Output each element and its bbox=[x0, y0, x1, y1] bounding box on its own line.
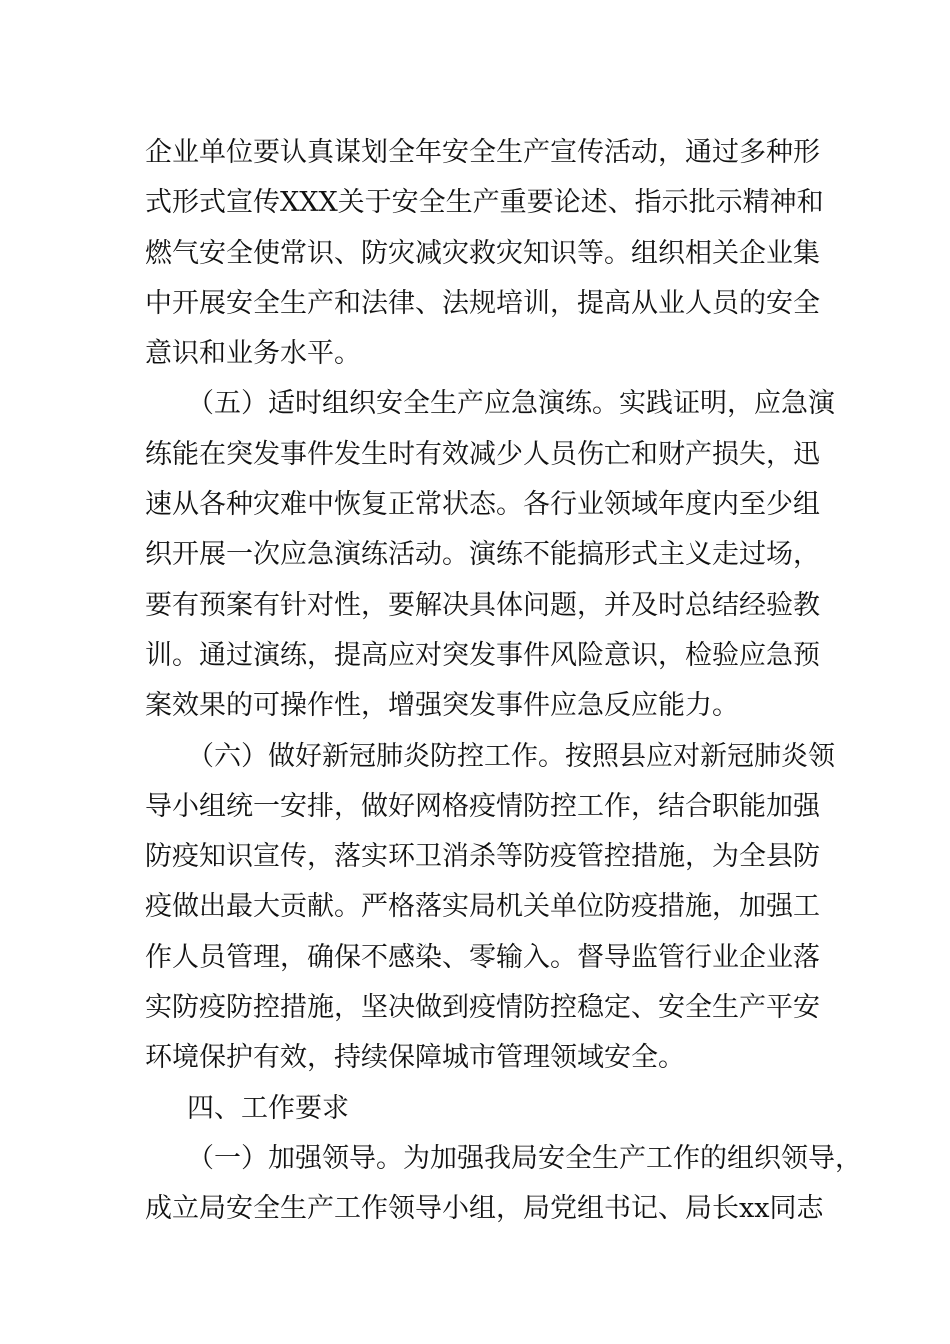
text-line: 速从各种灾难中恢复正常状态。各行业领域年度内至少组 bbox=[145, 489, 820, 521]
text-line: 意识和业务水平。 bbox=[145, 338, 361, 370]
section-four-heading: 四、工作要求 bbox=[187, 1092, 349, 1124]
text-line: 案效果的可操作性，增强突发事件应急反应能力。 bbox=[145, 690, 739, 722]
text-line: 练能在突发事件发生时有效减少人员伤亡和财产损失，迅 bbox=[145, 438, 820, 470]
text-line: 燃气安全使常识、防灾减灾救灾知识等。组织相关企业集 bbox=[145, 237, 820, 269]
text-line: 织开展一次应急演练活动。演练不能搞形式主义走过场， bbox=[145, 539, 820, 571]
text-line: 防疫知识宣传，落实环卫消杀等防疫管控措施，为全县防 bbox=[145, 841, 820, 873]
subsection-one-heading-line: （一）加强领导。为加强我局安全生产工作的组织领导， bbox=[187, 1142, 862, 1174]
text-line: 成立局安全生产工作领导小组，局党组书记、局长xx同志 bbox=[145, 1193, 824, 1225]
text-line: 实防疫防控措施，坚决做到疫情防控稳定、安全生产平安 bbox=[145, 992, 820, 1024]
text-line: 疫做出最大贡献。严格落实局机关单位防疫措施，加强工 bbox=[145, 891, 820, 923]
section-six-heading-line: （六）做好新冠肺炎防控工作。按照县应对新冠肺炎领 bbox=[187, 740, 835, 772]
text-line: 导小组统一安排，做好网格疫情防控工作，结合职能加强 bbox=[145, 790, 820, 822]
text-line: 环境保护有效，持续保障城市管理领域安全。 bbox=[145, 1042, 685, 1074]
section-five-heading-line: （五）适时组织安全生产应急演练。实践证明，应急演 bbox=[187, 388, 835, 420]
document-body bbox=[145, 128, 862, 1235]
text-line: 企业单位要认真谋划全年安全生产宣传活动，通过多种形 bbox=[145, 137, 820, 168]
text-line: 要有预案有针对性，要解决具体问题，并及时总结经验教 bbox=[145, 589, 820, 621]
text-line: 式形式宣传XXX关于安全生产重要论述、指示批示精神和 bbox=[145, 187, 824, 219]
text-line: 训。通过演练，提高应对突发事件风险意识，检验应急预 bbox=[145, 639, 820, 671]
text-line: 作人员管理，确保不感染、零输入。督导监管行业企业落 bbox=[145, 941, 820, 973]
text-line: 中开展安全生产和法律、法规培训，提高从业人员的安全 bbox=[145, 287, 820, 319]
